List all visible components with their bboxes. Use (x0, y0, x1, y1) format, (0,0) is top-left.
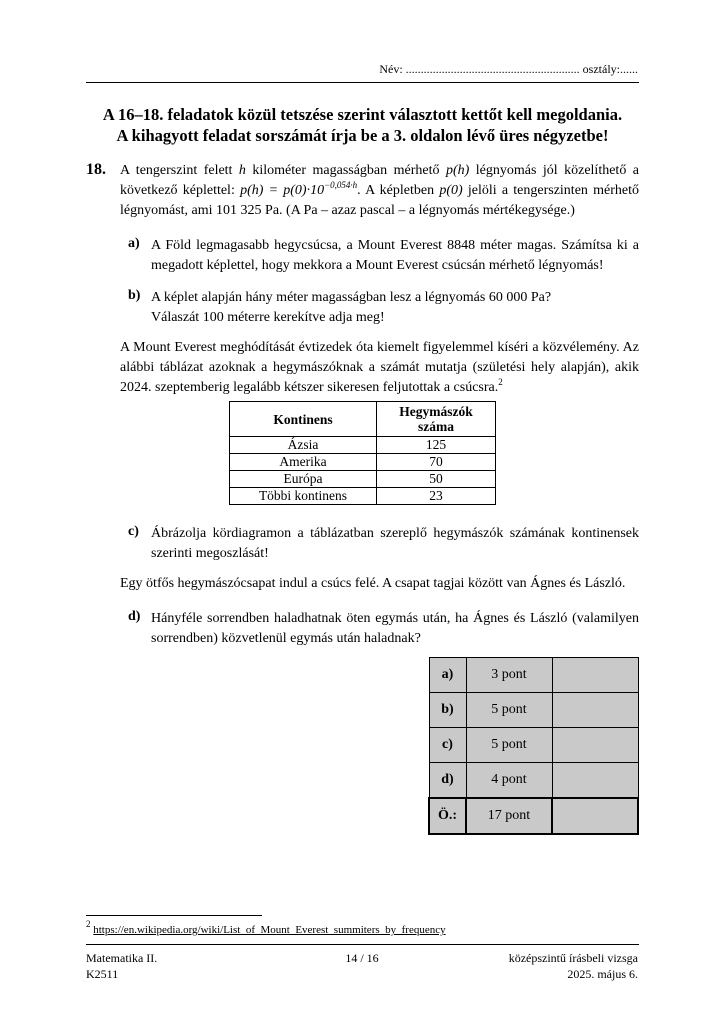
points-row-label: a) (429, 658, 466, 693)
context-text: A Mount Everest meghódítását évtizedek óta kiemelt figyelemmel kíséri a közvélemény. Az alábbi táblázat azoknak a hegymászóknak a számát mutatja (születési hely alapján), akik 2024. szeptemberig legalább kétszer sikeresen feljutottak a csúcsra. (120, 340, 639, 395)
page-number: 14 / 16 (345, 951, 379, 965)
class-label: osztály:...... (582, 62, 638, 76)
footer-rule (86, 944, 639, 945)
footer-code: K2511 (86, 967, 119, 981)
table-cell-count: 125 (377, 437, 496, 454)
points-row-value: 5 pont (466, 693, 552, 728)
footnote-rule (86, 915, 262, 916)
table-row (230, 488, 496, 505)
task-intro (120, 161, 639, 221)
footer-left (86, 950, 157, 982)
table-header-row (230, 402, 496, 437)
instruction-line-2: A kihagyott feladat sorszámát írja be a 3. oldalon lévő üres négyzetbe! (116, 126, 609, 145)
table-cell-continent: Amerika (230, 454, 377, 471)
points-row-value: 3 pont (466, 658, 552, 693)
points-table (428, 657, 639, 835)
climbers-table (229, 401, 496, 505)
table-cell-count: 50 (377, 471, 496, 488)
footer-subject: Matematika II. (86, 951, 158, 965)
table-cell-count: 23 (377, 488, 496, 505)
score-entry-cell[interactable] (552, 728, 638, 763)
item-a-text: A Föld legmagasabb hegycsúcsa, a Mount Everest 8848 méter magas. Számítsa ki a megadott képlettel, hogy mekkora a Mount Everest csúcsán mérhető légnyomás! (151, 238, 639, 273)
total-score-entry-cell[interactable] (552, 798, 638, 834)
footer-exam-type: középszintű írásbeli vizsga (508, 951, 638, 965)
instruction-line-1: A 16–18. feladatok közül tetszése szerint választott kettőt kell megoldania. (102, 105, 623, 124)
intro-text: . A képletben (357, 183, 435, 198)
item-c-text: Ábrázolja kördiagramon a táblázatban szereplő hegymászók számának kontinensek szerinti megoszlását! (151, 526, 639, 561)
points-total-label: Ö.: (429, 798, 466, 834)
footnote-link[interactable]: https://en.wikipedia.org/wiki/List_of_Mount_Everest_summiters_by_frequency (93, 924, 446, 936)
table-cell-continent: Ázsia (230, 437, 377, 454)
name-label: Név: (379, 62, 403, 76)
item-d-label: d) (128, 609, 141, 624)
item-c-label: c) (128, 524, 139, 539)
points-row-label: d) (429, 763, 466, 799)
item-d-text: Hányféle sorrendben haladhatnak öten egymás után, ha Ágnes és László (valamilyen sorrendben) közvetlenül egymás után haladnak? (151, 611, 639, 646)
points-total-row (429, 798, 638, 834)
item-b-line-2: Válaszát 100 méterre kerekítve adja meg! (151, 310, 385, 325)
points-row-label: c) (429, 728, 466, 763)
var-p0: p(0) (439, 183, 463, 198)
points-row-value: 5 pont (466, 728, 552, 763)
intro-text: A tengerszint felett (120, 163, 233, 178)
points-total-value: 17 pont (466, 798, 552, 834)
var-ph: p(h) (445, 163, 470, 178)
team-paragraph: Egy ötfős hegymászócsapat indul a csúcs felé. A csapat tagjai között van Ágnes és László. (120, 576, 626, 591)
points-row (429, 728, 638, 763)
intro-text: jelöli a tengerszinten mérhető légnyomást, ami 101 325 Pa. (A Pa – azaz pascal – a légnyomás mértékegysége.) (120, 183, 639, 218)
item-b-line-1: A képlet alapján hány méter magasságban lesz a légnyomás 60 000 Pa? (151, 290, 552, 305)
points-row (429, 763, 638, 799)
score-entry-cell[interactable] (552, 658, 638, 693)
footer-date: 2025. május 6. (567, 967, 638, 981)
task-number: 18. (86, 161, 106, 178)
formula: $p(h) = p(0)\cdot 10^{-0,054\cdot h}$ (240, 180, 358, 198)
instructions (86, 104, 639, 146)
table-cell-continent: Többi kontinens (230, 488, 377, 505)
points-row (429, 693, 638, 728)
table-header-continent: Kontinens (230, 402, 377, 437)
item-a-label: a) (128, 236, 140, 251)
formula-exponent: −0,054·h (324, 180, 358, 190)
table-cell-continent: Európa (230, 471, 377, 488)
footnote-ref: 2 (498, 377, 503, 387)
points-row-label: b) (429, 693, 466, 728)
footer-right (509, 950, 638, 982)
item-b-text (151, 288, 639, 328)
points-row-value: 4 pont (466, 763, 552, 799)
footnote (86, 919, 446, 936)
name-class-line (379, 62, 638, 77)
table-row (230, 471, 496, 488)
item-b-label: b) (128, 288, 141, 303)
table-header-count: Hegymászók száma (377, 402, 496, 437)
intro-text: kilométer magasságban mérhető (252, 163, 440, 178)
intro-text: légnyomás jól közelíthető a következő képlettel: (120, 163, 639, 198)
score-entry-cell[interactable] (552, 763, 638, 799)
table-row (230, 454, 496, 471)
points-row (429, 658, 638, 693)
context-paragraph (120, 338, 639, 398)
footnote-mark: 2 (86, 919, 91, 929)
table-row (230, 437, 496, 454)
var-h: h (238, 163, 246, 178)
table-cell-count: 70 (377, 454, 496, 471)
header-rule (86, 82, 639, 83)
score-entry-cell[interactable] (552, 693, 638, 728)
name-dots: .......................................................... (405, 62, 580, 76)
